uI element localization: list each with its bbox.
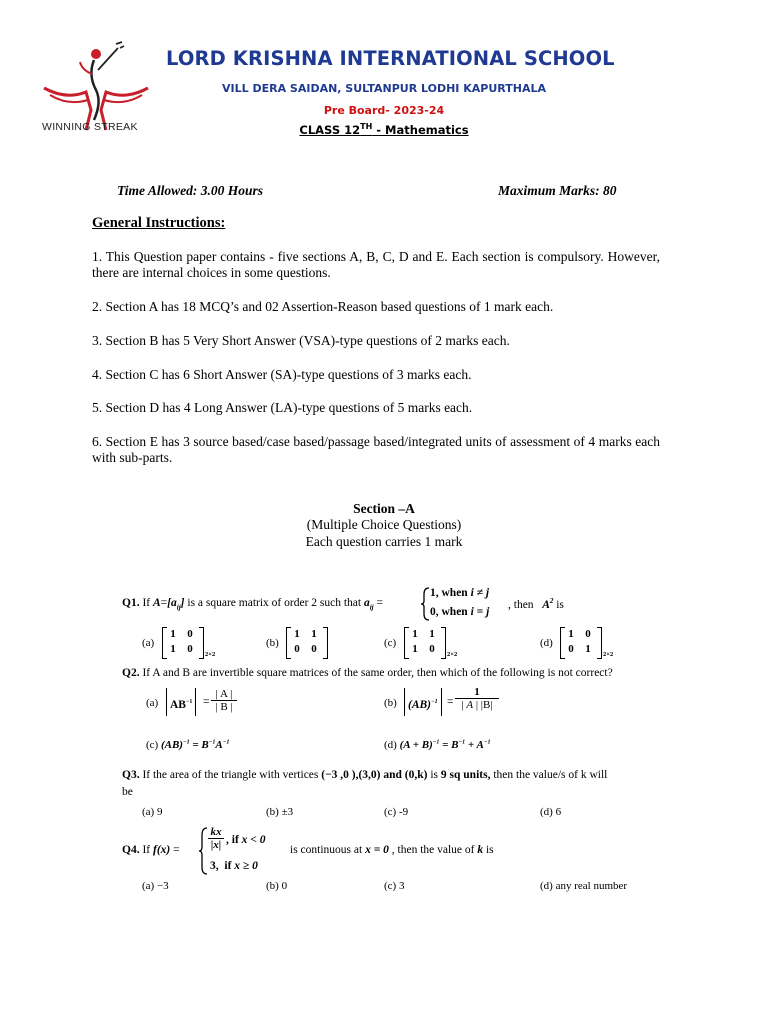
instruction-item: 4. Section C has 6 Short Answer (SA)-type questions of 3 marks each. (92, 367, 472, 382)
case-brace-icon (420, 587, 430, 621)
q1-matrix-b: 1 1 0 0 (286, 627, 328, 661)
time-allowed: Time Allowed: 3.00 Hours (117, 183, 264, 198)
q1-matrix-c: 1 1 1 0 2×2 (404, 627, 446, 661)
section-note: Each question carries 1 mark (305, 534, 463, 549)
q4-kx-frac: $\frac{kx}{|x|}$ (208, 826, 224, 851)
maximum-marks: Maximum Marks: 80 (498, 183, 617, 198)
piecewise-brace-icon (198, 827, 208, 875)
class-subject: CLASS 12TH - Mathematics (299, 122, 469, 137)
q1-option-b: (b) (266, 637, 279, 649)
q2-option-c: (c) $(AB)^{-1} = B^{-1}A^{-1}$ (146, 739, 230, 751)
section-title: Section –A (353, 501, 415, 516)
q4-case-1: , if x < 0 (226, 834, 266, 846)
q4-option-c: (c) 3 (384, 880, 405, 892)
q3-option-a: (a) 9 (142, 806, 163, 818)
q1-option-a: (a) (142, 637, 155, 649)
q2-option-b: (b) (384, 697, 397, 709)
q4-option-a: (a) −3 (142, 880, 169, 892)
exam-title: Pre Board- 2023-24 (323, 104, 445, 117)
q1-option-c: (c) (384, 637, 397, 649)
q1-case-2: 0, when i = j (430, 606, 490, 618)
q4-option-b: (b) 0 (266, 880, 288, 892)
q1-matrix-a: 1 0 1 0 2×2 (162, 627, 204, 661)
section-subtitle: (Multiple Choice Questions) (306, 517, 462, 532)
q1-option-d: (d) (540, 637, 553, 649)
q1-matrix-d: 1 0 0 1 2×2 (560, 627, 602, 661)
instruction-item: 5. Section D has 4 Long Answer (LA)-type questions of 5 marks each. (92, 400, 473, 415)
school-name: LORD KRISHNA INTERNATIONAL SCHOOL (166, 47, 615, 70)
q2-frac-a: $\frac{| A |}{| B |}$ (211, 688, 237, 713)
q4-option-d: (d) any real number (540, 880, 628, 892)
q1-tail: , then $A^2$ is (508, 597, 564, 611)
question-1: Q1. If $A=[a_{ij}]$ is a square matrix of order 2 such that $a_{ij}$ = (122, 597, 383, 612)
q4-case-2: 3, if x ≥ 0 (210, 860, 258, 872)
instructions-heading: General Instructions: (92, 215, 226, 231)
instruction-item: 6. Section E has 3 source based/case based/passage based/integrated units of assessment of 4 marks each with sub-parts. (92, 434, 660, 465)
q2-frac-b: $\frac{1}{| A | |B|}$ (455, 686, 499, 711)
school-address: VILL DERA SAIDAN, SULTANPUR LODHI KAPURTHALA (222, 82, 546, 95)
instruction-item: 2. Section A has 18 MCQ’s and 02 Assertion-Reason based questions of 1 mark each. (92, 299, 554, 314)
q2-expr-b: (AB)$^{-1}$ (404, 688, 442, 716)
q3-option-b: (b) ±3 (266, 806, 294, 818)
instruction-item: 3. Section B has 5 Very Short Answer (VSA)-type questions of 2 marks each. (92, 333, 510, 348)
question-3: Q3. If the area of the triangle with vertices (−3 ,0 ),(3,0) and (0,k) is 9 sq units, then the value/s of k will (122, 769, 608, 781)
q2-option-a: (a) (146, 697, 159, 709)
q3-option-c: (c) -9 (384, 806, 409, 818)
q3-option-d: (d) 6 (540, 806, 562, 818)
exam-page: WINNING STREAK LORD KRISHNA INTERNATIONAL SCHOOL VILL DERA SAIDAN, SULTANPUR LODHI KAPURTHALA Pre Board- 2023-24 CLASS 12TH - Mathematics Time Allowed: 3.00 Hours Maximum Marks: 80 General Instructions: 1. This Question paper contains - five sections A, B, C, D and E. Each section is compulsory. However, there are internal choices in some questions. 2. Section A has 18 MCQ’s and 02 Assertion-Reason based questions of 1 mark each. 3. Section B has 5 Very Short Answer (VSA)-type questions of 2 marks each. 4. Section C has 6 Short Answer (SA)-type questions of 3 marks each. 5. Section D has 4 Long Answer (LA)-type questions of 5 marks each. 6. Section E has 3 source based/case based/passage based/integrated units of assessment of 4 marks each with sub-parts. Section –A (Multiple Choice Questions) Each question carries 1 mark Q1. If $A=[a_{ij}]$ is a square matrix of order 2 such that $a_{ij}$ = 1, when i ≠ j 0, when i = j , then $A^2$ is (a) 1 0 1 0 2×2 (b) 1 1 0 0 (c) 1 1 1 0 2×2 (d) 1 0 0 1 2×2 Q2. If A and B are invertible square matrices of the same order, then which of the following is not correct? (a) $AB^{-1}$ = $\frac{| A |}{| B |}$ (b) (AB)$^{-1}$ = $\frac{1}{| A | |B|}$ (c) $(AB)^{-1} = B^{-1}A^{-1}$ (d) $(A + B)^{-1} = B^{-1} + A^{-1}$ Q3. If the area of the triangle with vertices (−3 ,0 ),(3,0) and (0,k) is 9 sq units, then the value/s of k will be (a) 9 (b) ±3 (c) -9 (d) 6 Q4. If f(x) = $\frac{kx}{|x|}$ , if x < 0 3, if x ≥ 0 is continuous at x = 0 , then the value of k is (a) −3 (b) 0 (c) 3 (d) any real number (0, 0, 768, 1024)
question-4: Q4. If f(x) = (122, 844, 180, 856)
q2-option-d: (d) $(A + B)^{-1} = B^{-1} + A^{-1}$ (384, 739, 491, 751)
q1-case-1: 1, when i ≠ j (430, 587, 490, 599)
logo-caption: WINNING STREAK (42, 121, 138, 133)
question-2: Q2. If A and B are invertible square matrices of the same order, then which of the following is not correct? (122, 667, 613, 679)
instruction-item: 1. This Question paper contains - five sections A, B, C, D and E. Each section is compulsory. However, there are internal choices in some questions. (92, 249, 660, 280)
q3-line-2: be (122, 786, 133, 798)
q4-tail: is continuous at x = 0 , then the value of k is (290, 844, 494, 856)
q2-expr-a: $AB^{-1}$ (166, 688, 196, 716)
